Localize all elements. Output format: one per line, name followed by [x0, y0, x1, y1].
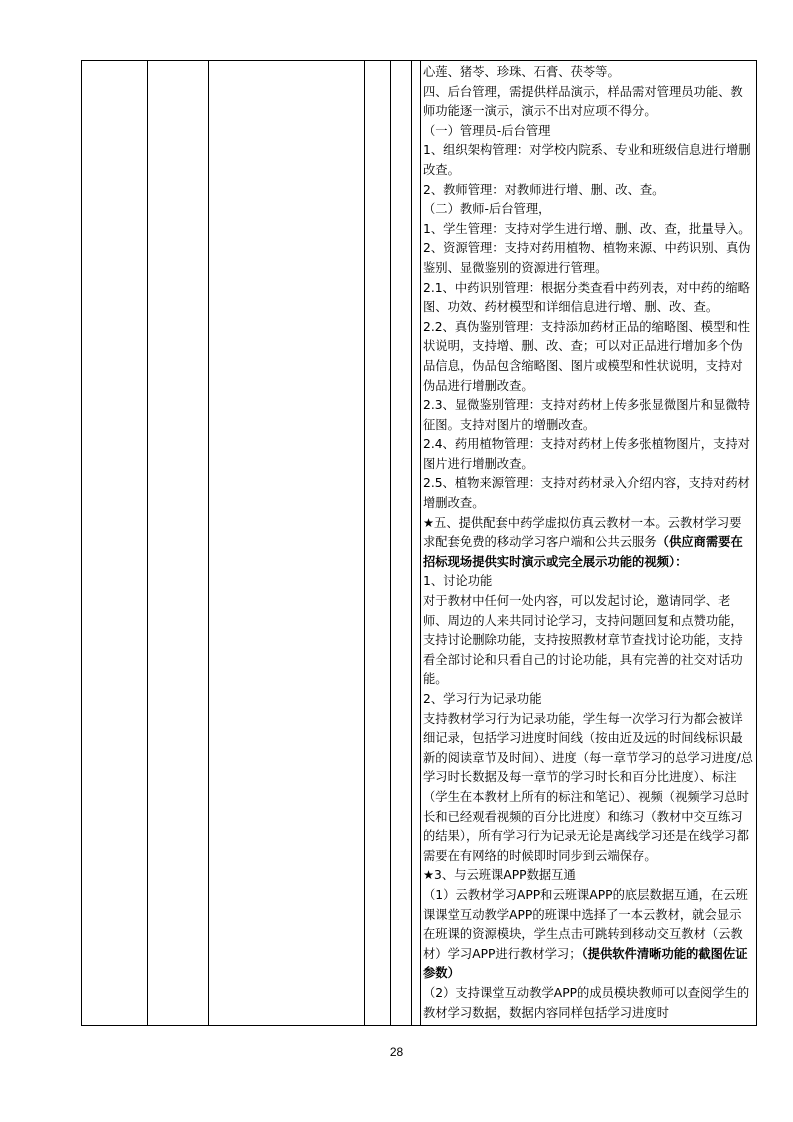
paragraph: ★五、提供配套中药学虚拟仿真云教材一本。云教材学习要求配套免费的移动学习客户端和公共云服务（供应商需要在招标现场提供实时演示或完全展示功能的视频）：: [423, 515, 743, 569]
paragraph: 2.2、真伪鉴别管理：支持添加药材正品的缩略图、模型和性状说明，支持增、删、改、查；可以对正品进行增加多个伪品信息，伪品包含缩略图、图片或模型和性状说明，支持对伪品进行增删改查。: [423, 319, 750, 393]
paragraph: 2.5、植物来源管理：支持对药材录入介绍内容，支持对药材增删改查。: [423, 476, 750, 511]
table-column-divider: [147, 61, 148, 1025]
paragraph: 1、学生管理：支持对学生进行增、删、改、查，批量导入。: [423, 221, 751, 236]
table-column-divider: [420, 61, 421, 1025]
paragraph: 1、讨论功能: [423, 574, 493, 589]
page-number: 28: [389, 1045, 404, 1059]
paragraph: （1）云教材学习APP和云班课APP的底层数据互通，在云班课课堂互动教学APP的班课中选择了一本云教材，就会显示在班课的资源模块，学生点击可跳转到移动交互教材（云教材）学习APP进行教材学习；（提供软件清晰功能的截图佐证参数）: [423, 887, 748, 981]
paragraph: 对于教材中任何一处内容，可以发起讨论，邀请同学、老师、周边的人来共同讨论学习，支持问题回复和点赞功能，支持讨论删除功能，支持按照教材章节查找讨论功能，支持看全部讨论和只看自己的讨论功能，具有完善的社交对话功能。: [423, 594, 743, 687]
paragraph: 2.4、药用植物管理：支持对药材上传多张植物图片，支持对图片进行增删改查。: [423, 437, 750, 471]
paragraph: 1、组织架构管理：对学校内院系、专业和班级信息进行增删改查。: [423, 143, 751, 177]
paragraph: 2、学习行为记录功能: [423, 692, 542, 706]
table-column-divider: [208, 61, 209, 1025]
table-column-divider: [411, 61, 412, 1025]
paragraph: ★3、与云班课APP数据互通: [423, 868, 576, 883]
paragraph: （2）支持课堂互动教学APP的成员模块教师可以查阅学生的教材学习数据，数据内容同样包括学习进度时: [423, 985, 750, 1020]
paragraph: （一）管理员-后台管理: [423, 123, 551, 138]
paragraph: 支持教材学习行为记录功能，学生每一次学习行为都会被详细记录，包括学习进度时间线（按由近及远的时间线标识最新的阅读章节及时间）、进度（每一章节学习的总学习进度/总学习时长数据及每一章节的学习时长和百分比进度）、标注（学生在本教材上所有的标注和笔记）、视频（视频学习总时长和已经观看视频的百分比进度）和练习（教材中交互练习的结果），所有学习行为记录无论是离线学习还是在线学习都需要在有网络的时候即时同步到云端保存。: [423, 711, 753, 863]
paragraph: 2、资源管理：支持对药用植物、植物来源、中药识别、真伪鉴别、显微鉴别的资源进行管理。: [423, 241, 751, 275]
paragraph: 四、后台管理，需提供样品演示，样品需对管理员功能、教师功能逐一演示，演示不出对应项不得分。: [423, 84, 743, 119]
paragraph: （二）教师-后台管理，: [423, 202, 551, 217]
bold-note: （供应商需要在招标现场提供实时演示或完全展示功能的视频）：: [423, 535, 743, 569]
paragraph: 心莲、猪苓、珍珠、石膏、茯苓等。: [423, 65, 620, 79]
paragraph: 2.1、中药识别管理：根据分类查看中药列表，对中药的缩略图、功效、药材模型和详细信息进行增、删、改、查。: [423, 280, 750, 315]
table-column-divider: [390, 61, 391, 1025]
table-column-divider: [364, 61, 365, 1025]
bold-note: （提供软件清晰功能的截图佐证参数）: [423, 946, 748, 981]
paragraph: 2、教师管理：对教师进行增、删、改、查。: [423, 182, 665, 197]
requirements-cell: [423, 63, 753, 1025]
paragraph: 2.3、显微鉴别管理：支持对药材上传多张显微图片和显微特征图。支持对图片的增删改查。: [423, 398, 750, 432]
